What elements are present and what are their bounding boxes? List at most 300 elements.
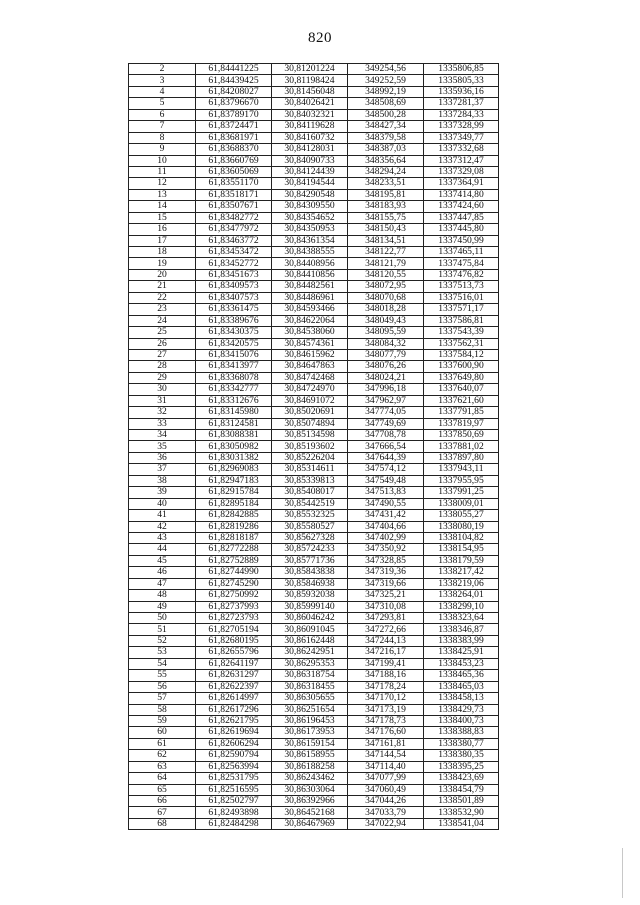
longitude-cell: 30,84622064 [272,315,348,326]
table-row [129,349,499,360]
x-coordinate-cell: 348095,59 [348,327,424,338]
y-coordinate-cell: 1338383,99 [424,635,499,646]
longitude-cell: 30,84128031 [272,144,348,155]
latitude-cell: 61,83407573 [196,292,272,303]
longitude-cell: 30,84742468 [272,372,348,383]
point-number-cell: 68 [129,818,196,829]
table-row [129,247,499,258]
x-coordinate-cell: 348155,75 [348,212,424,223]
x-coordinate-cell: 347431,42 [348,510,424,521]
latitude-cell: 61,83660769 [196,155,272,166]
x-coordinate-cell: 347033,79 [348,807,424,818]
longitude-cell: 30,84350953 [272,224,348,235]
longitude-cell: 30,84593466 [272,304,348,315]
point-number-cell: 42 [129,521,196,532]
y-coordinate-cell: 1337447,85 [424,212,499,223]
x-coordinate-cell: 347170,12 [348,693,424,704]
longitude-cell: 30,86158955 [272,750,348,761]
y-coordinate-cell: 1337332,68 [424,144,499,155]
table-row [129,98,499,109]
y-coordinate-cell: 1337281,37 [424,98,499,109]
y-coordinate-cell: 1338179,59 [424,555,499,566]
longitude-cell: 30,85771736 [272,555,348,566]
latitude-cell: 61,83145980 [196,407,272,418]
table-row [129,521,499,532]
x-coordinate-cell: 347666,54 [348,441,424,452]
longitude-cell: 30,86046242 [272,613,348,624]
point-number-cell: 41 [129,510,196,521]
point-number-cell: 10 [129,155,196,166]
longitude-cell: 30,84615962 [272,349,348,360]
table-row [129,715,499,726]
y-coordinate-cell: 1338323,64 [424,613,499,624]
x-coordinate-cell: 348508,69 [348,98,424,109]
x-coordinate-cell: 347044,26 [348,796,424,807]
point-number-cell: 52 [129,635,196,646]
y-coordinate-cell: 1337955,95 [424,475,499,486]
y-coordinate-cell: 1338388,83 [424,727,499,738]
longitude-cell: 30,81201224 [272,64,348,75]
x-coordinate-cell: 348018,28 [348,304,424,315]
latitude-cell: 61,83420575 [196,338,272,349]
x-coordinate-cell: 348024,21 [348,372,424,383]
point-number-cell: 38 [129,475,196,486]
longitude-cell: 30,86162448 [272,635,348,646]
y-coordinate-cell: 1338501,89 [424,796,499,807]
x-coordinate-cell: 348294,24 [348,166,424,177]
point-number-cell: 61 [129,738,196,749]
latitude-cell: 61,83453472 [196,247,272,258]
y-coordinate-cell: 1338465,36 [424,670,499,681]
point-number-cell: 6 [129,109,196,120]
latitude-cell: 61,83413977 [196,361,272,372]
latitude-cell: 61,83551170 [196,178,272,189]
table-row [129,601,499,612]
point-number-cell: 2 [129,64,196,75]
latitude-cell: 61,83452772 [196,258,272,269]
latitude-cell: 61,84208027 [196,86,272,97]
table-row [129,750,499,761]
table-row [129,155,499,166]
table-row [129,109,499,120]
latitude-cell: 61,82502797 [196,796,272,807]
y-coordinate-cell: 1338465,03 [424,681,499,692]
longitude-cell: 30,86173953 [272,727,348,738]
point-number-cell: 23 [129,304,196,315]
x-coordinate-cell: 347272,66 [348,624,424,635]
x-coordinate-cell: 347404,66 [348,521,424,532]
page-number: 820 [308,30,332,46]
longitude-cell: 30,84026421 [272,98,348,109]
y-coordinate-cell: 1337424,60 [424,201,499,212]
latitude-cell: 61,83389676 [196,315,272,326]
y-coordinate-cell: 1338055,27 [424,510,499,521]
y-coordinate-cell: 1338080,19 [424,521,499,532]
point-number-cell: 43 [129,532,196,543]
table-row [129,464,499,475]
x-coordinate-cell: 347549,48 [348,475,424,486]
longitude-cell: 30,86295353 [272,658,348,669]
point-number-cell: 34 [129,430,196,441]
point-number-cell: 67 [129,807,196,818]
table-row [129,430,499,441]
latitude-cell: 61,83361475 [196,304,272,315]
x-coordinate-cell: 348076,26 [348,361,424,372]
x-coordinate-cell: 348150,43 [348,224,424,235]
x-coordinate-cell: 347574,12 [348,464,424,475]
point-number-cell: 20 [129,269,196,280]
x-coordinate-cell: 347513,83 [348,487,424,498]
x-coordinate-cell: 347173,19 [348,704,424,715]
point-number-cell: 15 [129,212,196,223]
point-number-cell: 57 [129,693,196,704]
point-number-cell: 5 [129,98,196,109]
longitude-cell: 30,84090733 [272,155,348,166]
longitude-cell: 30,84574361 [272,338,348,349]
y-coordinate-cell: 1337562,31 [424,338,499,349]
table-row [129,372,499,383]
point-number-cell: 62 [129,750,196,761]
longitude-cell: 30,85999140 [272,601,348,612]
latitude-cell: 61,83724471 [196,121,272,132]
longitude-cell: 30,85627328 [272,532,348,543]
table-row [129,166,499,177]
latitude-cell: 61,83681971 [196,132,272,143]
table-row [129,269,499,280]
table-row [129,475,499,486]
point-number-cell: 13 [129,189,196,200]
point-number-cell: 29 [129,372,196,383]
longitude-cell: 30,84361354 [272,235,348,246]
latitude-cell: 61,82723793 [196,613,272,624]
longitude-cell: 30,84410856 [272,269,348,280]
y-coordinate-cell: 1337516,01 [424,292,499,303]
y-coordinate-cell: 1338423,69 [424,773,499,784]
table-row [129,727,499,738]
longitude-cell: 30,86318455 [272,681,348,692]
table-row [129,555,499,566]
point-number-cell: 58 [129,704,196,715]
point-number-cell: 59 [129,715,196,726]
longitude-cell: 30,86303064 [272,784,348,795]
y-coordinate-cell: 1337475,84 [424,258,499,269]
point-number-cell: 28 [129,361,196,372]
point-number-cell: 54 [129,658,196,669]
latitude-cell: 61,82619694 [196,727,272,738]
point-number-cell: 30 [129,384,196,395]
latitude-cell: 61,82705194 [196,624,272,635]
table-row [129,635,499,646]
x-coordinate-cell: 347199,41 [348,658,424,669]
table-row [129,281,499,292]
longitude-cell: 30,85932038 [272,590,348,601]
x-coordinate-cell: 348500,28 [348,109,424,120]
longitude-cell: 30,84194544 [272,178,348,189]
y-coordinate-cell: 1337640,07 [424,384,499,395]
longitude-cell: 30,84486961 [272,292,348,303]
y-coordinate-cell: 1337819,97 [424,418,499,429]
y-coordinate-cell: 1337476,82 [424,269,499,280]
table-row [129,693,499,704]
longitude-cell: 30,85532325 [272,510,348,521]
longitude-cell: 30,86452168 [272,807,348,818]
y-coordinate-cell: 1337328,99 [424,121,499,132]
point-number-cell: 49 [129,601,196,612]
point-number-cell: 44 [129,544,196,555]
point-number-cell: 46 [129,567,196,578]
longitude-cell: 30,84482561 [272,281,348,292]
point-number-cell: 40 [129,498,196,509]
x-coordinate-cell: 347328,85 [348,555,424,566]
y-coordinate-cell: 1338154,95 [424,544,499,555]
longitude-cell: 30,84160732 [272,132,348,143]
point-number-cell: 39 [129,487,196,498]
y-coordinate-cell: 1338346,87 [424,624,499,635]
latitude-cell: 61,83507671 [196,201,272,212]
point-number-cell: 60 [129,727,196,738]
latitude-cell: 61,82516595 [196,784,272,795]
table-row [129,613,499,624]
x-coordinate-cell: 349254,56 [348,64,424,75]
latitude-cell: 61,82621795 [196,715,272,726]
point-number-cell: 35 [129,441,196,452]
latitude-cell: 61,83688370 [196,144,272,155]
latitude-cell: 61,82947183 [196,475,272,486]
y-coordinate-cell: 1337543,39 [424,327,499,338]
table-row [129,807,499,818]
x-coordinate-cell: 348084,32 [348,338,424,349]
x-coordinate-cell: 348120,55 [348,269,424,280]
point-number-cell: 48 [129,590,196,601]
y-coordinate-cell: 1338532,90 [424,807,499,818]
y-coordinate-cell: 1337465,11 [424,247,499,258]
x-coordinate-cell: 348121,79 [348,258,424,269]
longitude-cell: 30,86243462 [272,773,348,784]
latitude-cell: 61,82818187 [196,532,272,543]
longitude-cell: 30,86242951 [272,647,348,658]
point-number-cell: 8 [129,132,196,143]
x-coordinate-cell: 347216,17 [348,647,424,658]
x-coordinate-cell: 347077,99 [348,773,424,784]
point-number-cell: 21 [129,281,196,292]
table-row [129,121,499,132]
y-coordinate-cell: 1337586,81 [424,315,499,326]
y-coordinate-cell: 1335805,33 [424,75,499,86]
longitude-cell: 30,84032321 [272,109,348,120]
x-coordinate-cell: 347244,13 [348,635,424,646]
x-coordinate-cell: 347293,81 [348,613,424,624]
table-row [129,304,499,315]
latitude-cell: 61,82614997 [196,693,272,704]
latitude-cell: 61,82750992 [196,590,272,601]
point-number-cell: 26 [129,338,196,349]
point-number-cell: 53 [129,647,196,658]
table-row [129,361,499,372]
table-row [129,418,499,429]
longitude-cell: 30,81456048 [272,86,348,97]
latitude-cell: 61,83789170 [196,109,272,120]
y-coordinate-cell: 1335806,85 [424,64,499,75]
table-row [129,681,499,692]
x-coordinate-cell: 347060,49 [348,784,424,795]
x-coordinate-cell: 348195,81 [348,189,424,200]
point-number-cell: 32 [129,407,196,418]
latitude-cell: 61,82819286 [196,521,272,532]
x-coordinate-cell: 347749,69 [348,418,424,429]
table-row [129,761,499,772]
point-number-cell: 63 [129,761,196,772]
latitude-cell: 61,82617296 [196,704,272,715]
point-number-cell: 19 [129,258,196,269]
latitude-cell: 61,82590794 [196,750,272,761]
point-number-cell: 24 [129,315,196,326]
y-coordinate-cell: 1337571,17 [424,304,499,315]
x-coordinate-cell: 347490,55 [348,498,424,509]
point-number-cell: 36 [129,452,196,463]
latitude-cell: 61,83796670 [196,98,272,109]
latitude-cell: 61,82737993 [196,601,272,612]
x-coordinate-cell: 347022,94 [348,818,424,829]
y-coordinate-cell: 1337584,12 [424,349,499,360]
x-coordinate-cell: 348049,43 [348,315,424,326]
latitude-cell: 61,82744990 [196,567,272,578]
point-number-cell: 65 [129,784,196,795]
point-number-cell: 12 [129,178,196,189]
x-coordinate-cell: 347144,54 [348,750,424,761]
table-row [129,532,499,543]
table-row [129,658,499,669]
longitude-cell: 30,81198424 [272,75,348,86]
table-row [129,384,499,395]
longitude-cell: 30,86196453 [272,715,348,726]
longitude-cell: 30,84388555 [272,247,348,258]
table-row [129,773,499,784]
latitude-cell: 61,82842885 [196,510,272,521]
latitude-cell: 61,83518171 [196,189,272,200]
y-coordinate-cell: 1337414,80 [424,189,499,200]
y-coordinate-cell: 1337600,90 [424,361,499,372]
point-number-cell: 51 [129,624,196,635]
table-row [129,86,499,97]
table-row [129,75,499,86]
latitude-cell: 61,83124581 [196,418,272,429]
latitude-cell: 61,83482772 [196,212,272,223]
y-coordinate-cell: 1338219,06 [424,578,499,589]
table-row [129,567,499,578]
point-number-cell: 9 [129,144,196,155]
latitude-cell: 61,82915784 [196,487,272,498]
x-coordinate-cell: 347644,39 [348,452,424,463]
latitude-cell: 61,83451673 [196,269,272,280]
table-row [129,544,499,555]
latitude-cell: 61,82531795 [196,773,272,784]
x-coordinate-cell: 347996,18 [348,384,424,395]
point-number-cell: 18 [129,247,196,258]
y-coordinate-cell: 1337943,11 [424,464,499,475]
y-coordinate-cell: 1338380,35 [424,750,499,761]
longitude-cell: 30,85314611 [272,464,348,475]
table-row [129,647,499,658]
x-coordinate-cell: 347188,16 [348,670,424,681]
y-coordinate-cell: 1338454,79 [424,784,499,795]
latitude-cell: 61,82641197 [196,658,272,669]
point-number-cell: 7 [129,121,196,132]
longitude-cell: 30,84290548 [272,189,348,200]
longitude-cell: 30,85339813 [272,475,348,486]
longitude-cell: 30,85193602 [272,441,348,452]
y-coordinate-cell: 1338425,91 [424,647,499,658]
x-coordinate-cell: 347708,78 [348,430,424,441]
y-coordinate-cell: 1337791,85 [424,407,499,418]
x-coordinate-cell: 348072,95 [348,281,424,292]
latitude-cell: 61,84439425 [196,75,272,86]
point-number-cell: 56 [129,681,196,692]
x-coordinate-cell: 347161,81 [348,738,424,749]
latitude-cell: 61,83031382 [196,452,272,463]
table-row [129,407,499,418]
table-row [129,441,499,452]
latitude-cell: 61,82772288 [196,544,272,555]
point-number-cell: 16 [129,224,196,235]
table-row [129,201,499,212]
y-coordinate-cell: 1337364,91 [424,178,499,189]
x-coordinate-cell: 348992,19 [348,86,424,97]
longitude-cell: 30,86305655 [272,693,348,704]
latitude-cell: 61,82493898 [196,807,272,818]
table-row [129,189,499,200]
point-number-cell: 14 [129,201,196,212]
margin-rule [622,848,623,898]
table-row [129,498,499,509]
y-coordinate-cell: 1337329,08 [424,166,499,177]
x-coordinate-cell: 347319,36 [348,567,424,578]
table-row [129,395,499,406]
x-coordinate-cell: 347176,60 [348,727,424,738]
x-coordinate-cell: 348122,77 [348,247,424,258]
point-number-cell: 33 [129,418,196,429]
x-coordinate-cell: 349252,59 [348,75,424,86]
x-coordinate-cell: 348356,64 [348,155,424,166]
longitude-cell: 30,86318754 [272,670,348,681]
longitude-cell: 30,84691072 [272,395,348,406]
point-number-cell: 55 [129,670,196,681]
table-row [129,578,499,589]
table-row [129,235,499,246]
latitude-cell: 61,82752889 [196,555,272,566]
longitude-cell: 30,85020691 [272,407,348,418]
longitude-cell: 30,84647863 [272,361,348,372]
table-row [129,590,499,601]
latitude-cell: 61,83312676 [196,395,272,406]
x-coordinate-cell: 347310,08 [348,601,424,612]
table-row [129,818,499,829]
y-coordinate-cell: 1337349,77 [424,132,499,143]
x-coordinate-cell: 347178,24 [348,681,424,692]
y-coordinate-cell: 1338541,04 [424,818,499,829]
point-number-cell: 4 [129,86,196,97]
y-coordinate-cell: 1337312,47 [424,155,499,166]
x-coordinate-cell: 348183,93 [348,201,424,212]
longitude-cell: 30,86091045 [272,624,348,635]
longitude-cell: 30,85408017 [272,487,348,498]
y-coordinate-cell: 1337991,25 [424,487,499,498]
longitude-cell: 30,84124439 [272,166,348,177]
y-coordinate-cell: 1337850,69 [424,430,499,441]
y-coordinate-cell: 1337445,80 [424,224,499,235]
longitude-cell: 30,85843838 [272,567,348,578]
longitude-cell: 30,84354652 [272,212,348,223]
x-coordinate-cell: 348427,34 [348,121,424,132]
